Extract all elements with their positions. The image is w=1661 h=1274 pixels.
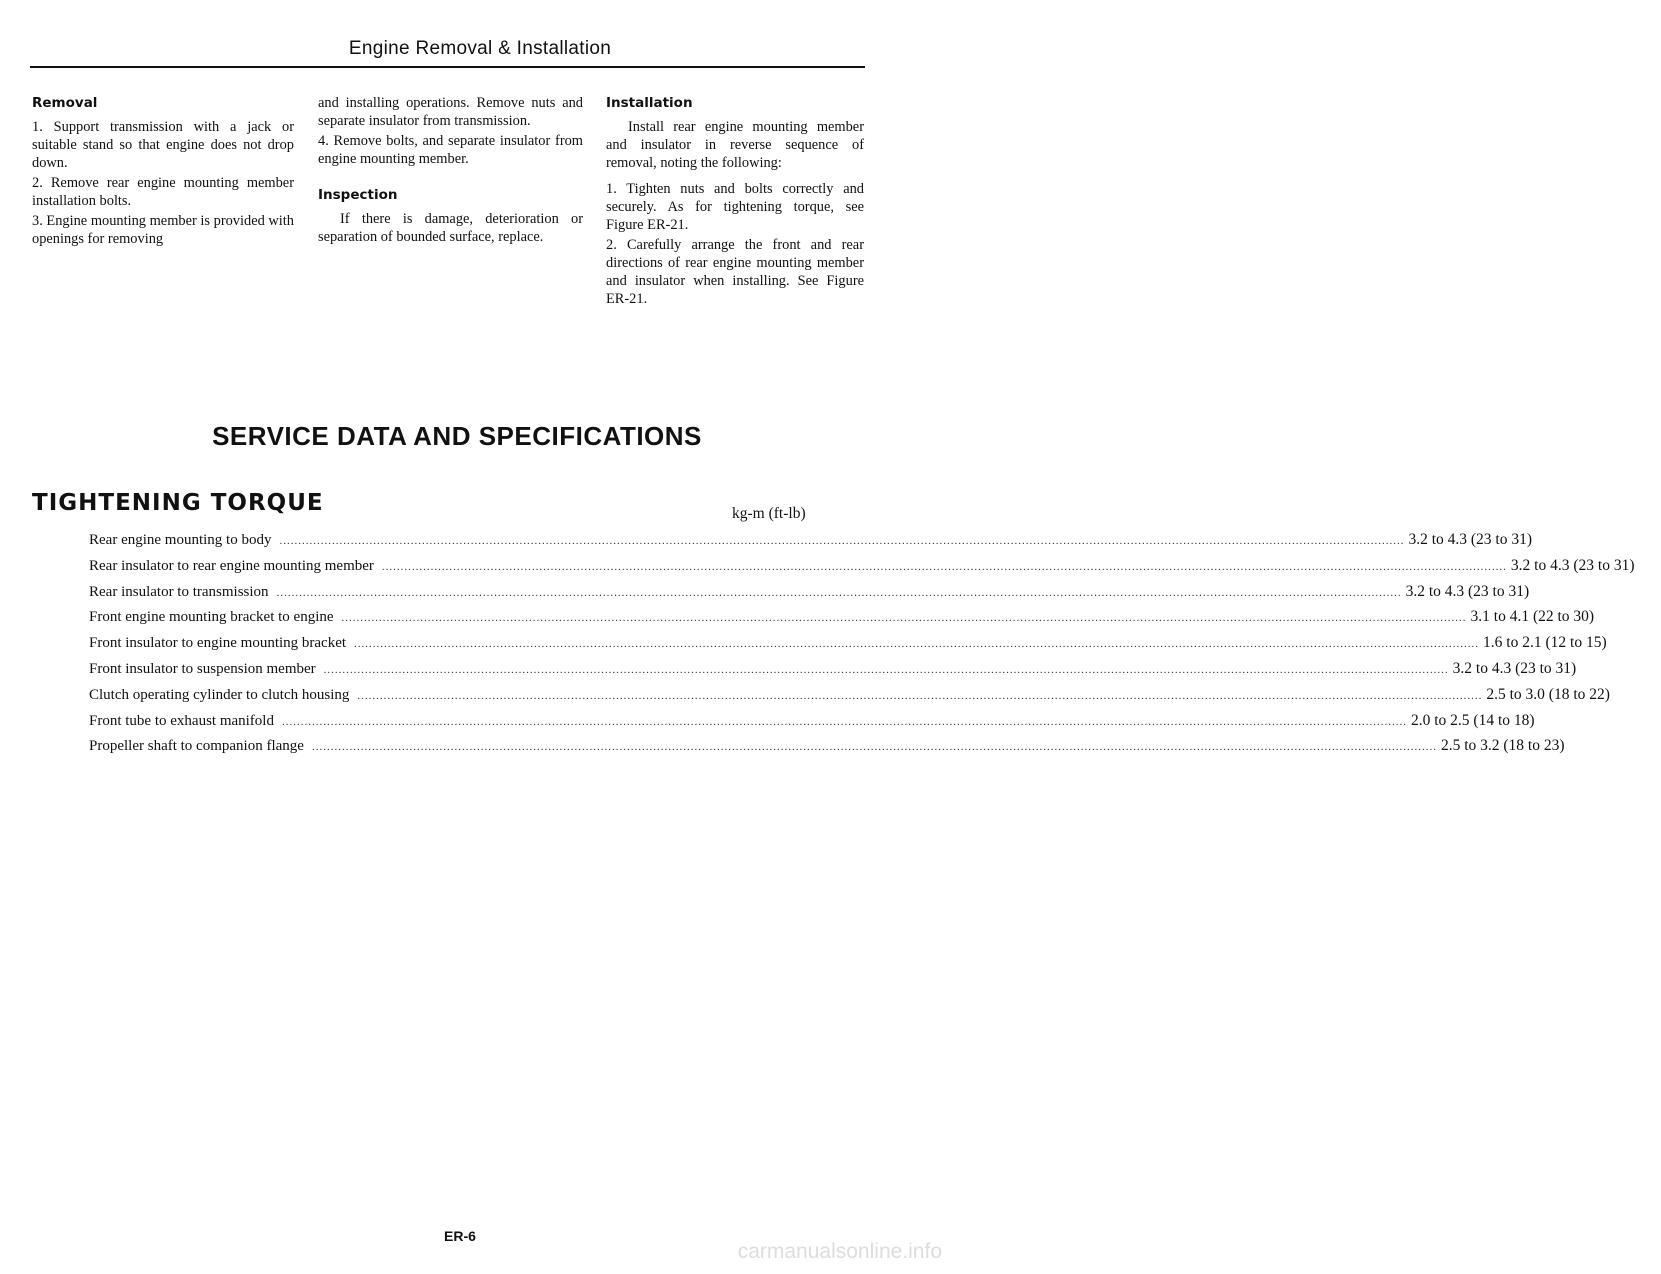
- table-row: [89, 608, 1595, 634]
- tightening-torque-heading: TIGHTENING TORQUE: [32, 490, 324, 516]
- torque-value: 2.5 to 3.0 (18 to 22): [1486, 685, 1610, 703]
- page-header: Engine Removal & Installation: [348, 38, 612, 59]
- torque-value: 3.2 to 4.3 (23 to 31): [1510, 556, 1635, 574]
- removal-step-4: 4. Remove bolts, and separate insulator from engine mounting member.: [318, 133, 583, 167]
- torque-item: Front insulator to suspension member: [89, 660, 316, 677]
- torque-value: 3.1 to 4.1 (22 to 30): [1470, 608, 1595, 626]
- torque-value: 3.2 to 4.3 (23 to 31): [1452, 659, 1577, 677]
- table-row: [89, 556, 1635, 583]
- dot-leader: ............................................................................................................................................................................................................................................................................................................: [281, 715, 1407, 728]
- dot-leader: ............................................................................................................................................................................................................................................................................................................: [381, 560, 1507, 573]
- removal-step-2: 2. Remove rear engine mounting member installation bolts.: [32, 175, 294, 209]
- dot-leader: ............................................................................................................................................................................................................................................................................................................: [323, 663, 1449, 676]
- torque-item: Rear insulator to rear engine mounting member: [89, 557, 374, 574]
- table-row: [89, 634, 1607, 660]
- table-row: [89, 531, 1533, 557]
- torque-value: 1.6 to 2.1 (12 to 15): [1483, 634, 1607, 652]
- installation-step-2: 2. Carefully arrange the front and rear directions of rear engine mounting member and insulator when installing. See Figure ER-21.: [606, 237, 864, 307]
- removal-step-3-continued: and installing operations. Remove nuts and separate insulator from transmission.: [318, 95, 583, 129]
- torque-value: 2.5 to 3.2 (18 to 23): [1440, 737, 1565, 755]
- torque-value: 2.0 to 2.5 (14 to 18): [1410, 711, 1535, 729]
- torque-value: 3.2 to 4.3 (23 to 31): [1405, 582, 1530, 600]
- inspection-heading: Inspection: [318, 187, 398, 203]
- installation-step-1: 1. Tighten nuts and bolts correctly and securely. As for tightening torque, see Figure ER-21.: [606, 181, 864, 233]
- installation-intro: Install rear engine mounting member and insulator in reverse sequence of removal, noting the following:: [606, 119, 864, 171]
- torque-item: Rear engine mounting to body: [89, 532, 272, 548]
- installation-heading: Installation: [606, 95, 693, 111]
- removal-heading: Removal: [32, 95, 98, 111]
- removal-step-1: 1. Support transmission with a jack or suitable stand so that engine does not drop down.: [32, 119, 294, 171]
- installation-column: [606, 94, 864, 310]
- torque-table: [89, 531, 1635, 763]
- torque-value: 3.2 to 4.3 (23 to 31): [1408, 531, 1533, 548]
- inspection-text: If there is damage, deterioration or separation of bounded surface, replace.: [318, 211, 583, 245]
- dot-leader: ............................................................................................................................................................................................................................................................................................................: [311, 741, 1437, 754]
- table-row: [89, 659, 1577, 686]
- table-row: [89, 711, 1535, 738]
- torque-item: Front tube to exhaust manifold: [89, 712, 274, 729]
- torque-item: Rear insulator to transmission: [89, 583, 269, 600]
- table-row: [89, 737, 1565, 763]
- page-number: ER-6: [444, 1228, 476, 1244]
- middle-column: [318, 94, 583, 248]
- torque-item: Clutch operating cylinder to clutch housing: [89, 686, 350, 703]
- table-row: [89, 582, 1530, 609]
- removal-step-3: 3. Engine mounting member is provided with openings for removing: [32, 213, 294, 247]
- torque-unit: kg-m (ft-lb): [732, 505, 806, 522]
- service-data-title: SERVICE DATA AND SPECIFICATIONS: [212, 421, 702, 451]
- watermark-link[interactable]: carmanualsonline.info: [737, 1240, 942, 1263]
- removal-column: [32, 94, 294, 250]
- dot-leader: ............................................................................................................................................................................................................................................................................................................: [341, 612, 1467, 625]
- dot-leader: ............................................................................................................................................................................................................................................................................................................: [354, 638, 1480, 651]
- dot-leader: ............................................................................................................................................................................................................................................................................................................: [279, 535, 1405, 547]
- table-row: [89, 685, 1610, 712]
- torque-item: Front insulator to engine mounting bracket: [89, 635, 347, 652]
- torque-item: Propeller shaft to companion flange: [89, 738, 304, 755]
- dot-leader: ............................................................................................................................................................................................................................................................................................................: [276, 586, 1402, 599]
- dot-leader: ............................................................................................................................................................................................................................................................................................................: [357, 689, 1483, 702]
- header-rule: [30, 66, 865, 68]
- torque-item: Front engine mounting bracket to engine: [89, 609, 334, 626]
